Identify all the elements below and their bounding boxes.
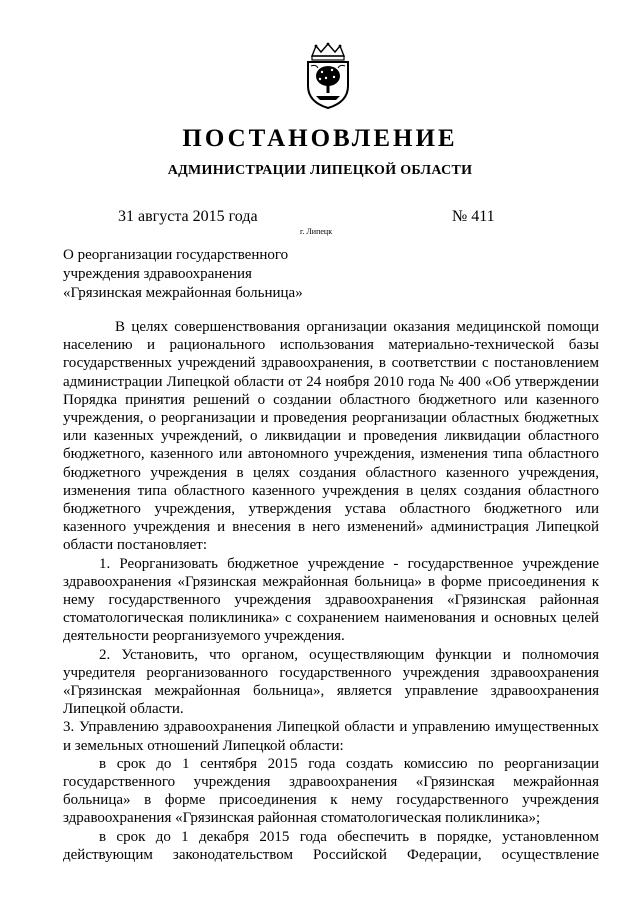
document-date: 31 августа 2015 года	[118, 208, 258, 225]
text-line: и земельных отношений Липецкой области:	[63, 737, 344, 754]
text-line: здравоохранения «Грязинская межрайонная больница» в форме присоединения к	[63, 573, 599, 590]
document-subject	[63, 246, 303, 303]
text-line: больница» в форме присоединения к нему государственного учреждения	[63, 792, 599, 809]
document-subtitle: АДМИНИСТРАЦИИ ЛИПЕЦКОЙ ОБЛАСТИ	[167, 163, 473, 178]
text-line: в срок до 1 декабря 2015 года обеспечить в порядке, установленном	[99, 828, 599, 845]
document-city: г. Липецк	[300, 227, 333, 236]
text-line: 1. Реорганизовать бюджетное учреждение - государственное учреждение	[99, 555, 599, 572]
text-line: Липецкой области.	[63, 701, 184, 718]
text-line: или казенных учреждений, о ликвидации и проведения ликвидации областного	[63, 428, 599, 445]
item-1-paragraph	[63, 555, 599, 646]
text-line: Порядка принятия решений о создании областного бюджетного или казенного	[63, 391, 599, 408]
text-line: администрации Липецкой области от 24 ноября 2010 года № 400 «Об утверждении	[63, 373, 599, 390]
text-line: области постановляет:	[63, 537, 208, 554]
text-line: учреждения, о реорганизации и проведения реорганизации областных бюджетных	[63, 410, 599, 427]
text-line: 3. Управлению здравоохранения Липецкой области и управлению имущественных	[63, 719, 599, 736]
text-line: «Грязинская межрайонная больница», является управление здравоохранения	[63, 683, 599, 700]
document-number: № 411	[452, 208, 495, 225]
text-line: действующим законодательством Российской Федерации, осуществление	[63, 846, 599, 863]
lipetsk-coat-of-arms-icon	[302, 42, 354, 110]
subject-line: учреждения здравоохранения	[63, 266, 252, 282]
text-line: деятельности реорганизуемого учреждения.	[63, 628, 345, 645]
subject-line: «Грязинская межрайонная больница»	[63, 285, 303, 301]
text-line: бюджетного, казенного или автономного учреждения, изменения типа областного	[63, 446, 599, 463]
text-line: бюджетного учреждения в целях создания областного казенного учреждения,	[63, 464, 599, 481]
document-title: ПОСТАНОВЛЕНИЕ	[182, 125, 458, 152]
text-line: населению и рационального использования материально-технической базы	[63, 337, 599, 354]
text-line: здравоохранения «Грязинская районная стоматологическая поликлиника»;	[63, 810, 541, 827]
item-3-paragraph	[63, 718, 599, 754]
item-2-paragraph	[63, 646, 599, 719]
text-line: казенного учреждения и внесения в него изменений» администрация Липецкой	[63, 519, 599, 536]
subject-line: О реорганизации государственного	[63, 247, 289, 263]
text-line: в срок до 1 сентября 2015 года создать комиссию по реорганизации	[99, 755, 599, 772]
item-3a-paragraph	[63, 755, 599, 828]
text-line: стоматологическая поликлиника» с сохранением наименования и основных целей	[63, 610, 599, 627]
text-line: 2. Установить, что органом, осуществляющим функции и полномочия	[99, 646, 599, 663]
text-line: бюджетного учреждения, утверждения устава областного бюджетного или	[63, 501, 599, 518]
document-body	[63, 318, 599, 864]
text-line: изменения типа областного казенного учреждения в целях создания областного	[63, 482, 599, 499]
text-line: учредителя реорганизованного государственного учреждения здравоохранения	[63, 664, 599, 681]
preamble-paragraph	[63, 318, 599, 555]
text-line: государственного учреждения здравоохранения «Грязинская межрайонная	[63, 774, 599, 791]
text-line: В целях совершенствования организации оказания медицинской помощи	[115, 319, 599, 335]
item-3b-paragraph	[63, 828, 599, 864]
text-line: нему государственного учреждения здравоохранения «Грязинская районная	[63, 592, 599, 609]
text-line: государственных учреждений здравоохранения, в соответствии с постановлением	[63, 355, 599, 372]
